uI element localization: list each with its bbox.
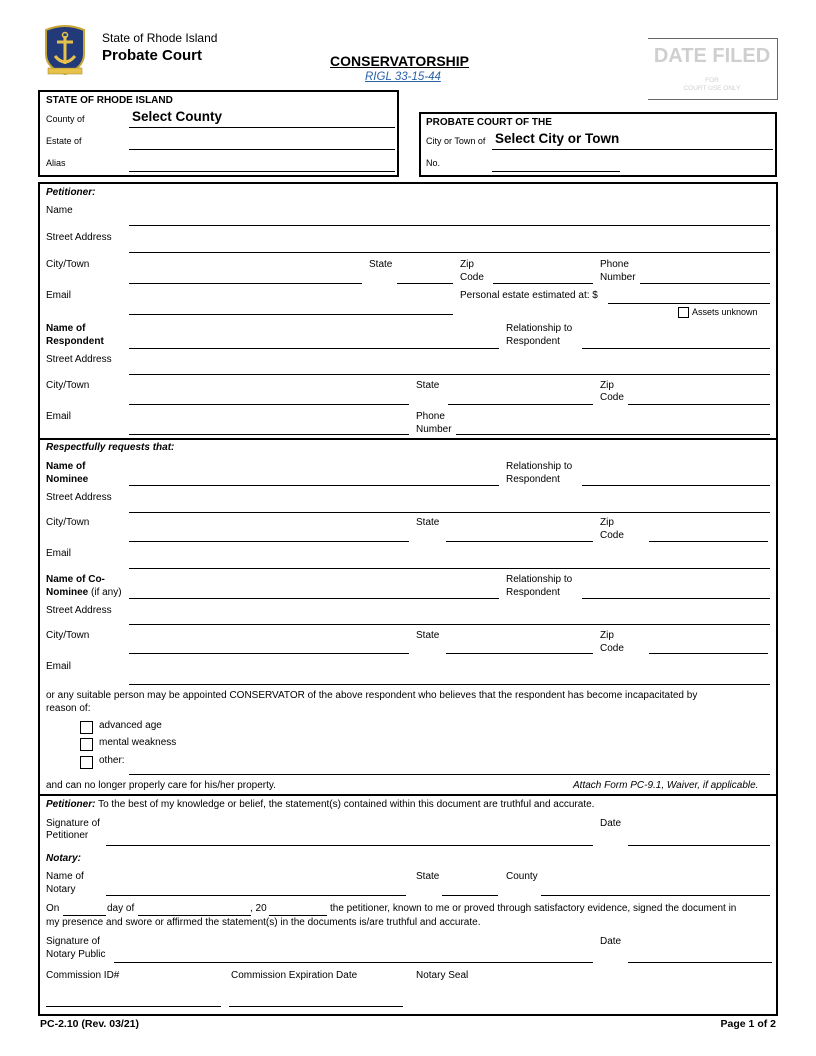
petitioner-street-input[interactable] [129,252,770,253]
respondent-city-input[interactable] [129,404,409,405]
petitioner-zip-label-2: Code [460,272,484,283]
conominee-zip-label-2: Code [600,643,624,654]
county-line [129,127,395,128]
petitioner-city-label: City/Town [46,259,90,270]
oath-year-input[interactable] [269,915,327,916]
city-label: City or Town of [426,136,486,146]
case-no-label: No. [426,158,441,168]
nominee-zip-label-1: Zip [600,517,614,528]
notary-date-input[interactable] [628,962,772,963]
respondent-name-label-2: Respondent [46,336,104,347]
nominee-name-label-2: Nominee [46,474,89,485]
respondent-phone-label-1: Phone [416,411,445,422]
respondent-state-label: State [416,380,440,391]
oath-text-1: the petitioner, known to me or proved through satisfactory evidence, signed the document in [330,903,737,914]
closing-statement: and can no longer properly care for his/her property. [46,780,276,791]
incapacity-statement-2: reason of: [46,703,91,714]
notary-signature-label-1: Signature of [46,936,100,947]
notary-name-label-1: Name of [46,871,84,882]
mental-weakness-label: mental weakness [99,737,177,748]
attestation-text: To the best of my knowledge or belief, the statement(s) contained within this document are truthful and accurate. [98,799,595,810]
petitioner-phone-label-1: Phone [600,259,629,270]
conominee-city-label: City/Town [46,630,90,641]
commission-id-input[interactable] [46,1006,221,1007]
respondent-city-label: City/Town [46,380,90,391]
county-label: County of [46,114,85,124]
conominee-rel-label-1: Relationship to [506,574,573,585]
oath-month-input[interactable] [138,915,251,916]
county-select[interactable]: Select County [132,109,223,124]
respondent-rel-input[interactable] [582,348,770,349]
conominee-state-label: State [416,630,440,641]
commission-exp-input[interactable] [229,1006,403,1007]
petitioner-state-label: State [369,259,393,270]
petitioner-zip-label-1: Zip [460,259,474,270]
attestation-petitioner-label: Petitioner: [46,799,96,810]
nominee-rel-label-1: Relationship to [506,461,573,472]
notary-county-label: County [506,871,538,882]
conominee-ifany: (if any) [91,587,122,598]
petitioner-name-input[interactable] [129,225,770,226]
nominee-city-input[interactable] [129,541,409,542]
court-use-label-1: FOR [705,77,719,84]
petitioner-zip-input[interactable] [493,283,593,284]
statute-link[interactable]: RIGL 33-15-44 [365,71,441,83]
oath-on-label: On [46,903,60,914]
caption-heading: STATE OF RHODE ISLAND [46,95,173,106]
notary-county-input[interactable] [541,895,770,896]
nominee-state-input[interactable] [446,541,593,542]
nominee-email-label: Email [46,548,72,559]
oath-year-prefix: , 20 [250,903,267,914]
notary-signature-label-2: Notary Public [46,949,106,960]
petitioner-signature-input[interactable] [106,845,593,846]
commission-exp-label: Commission Expiration Date [231,970,358,981]
form-id: PC-2.10 (Rev. 03/21) [40,1018,140,1030]
court-of-heading: PROBATE COURT OF THE [426,117,552,128]
respondent-rel-label-2: Respondent [506,336,560,347]
date-filed-box [648,38,778,100]
commission-id-label: Commission ID# [46,970,120,981]
petitioner-email-label: Email [46,290,72,301]
alias-label: Alias [46,158,66,168]
conominee-zip-input[interactable] [649,653,768,654]
petitioner-signature-label-2: Petitioner [46,830,89,841]
respondent-phone-label-2: Number [416,424,452,435]
conominee-zip-label-1: Zip [600,630,614,641]
assets-unknown-checkbox[interactable] [678,307,689,318]
petitioner-phone-input[interactable] [640,283,770,284]
state-seal-logo [36,24,94,78]
respondent-street-input[interactable] [129,374,770,375]
respondent-zip-input[interactable] [628,404,770,405]
notary-signature-input[interactable] [114,962,593,963]
page-number: Page 1 of 2 [720,1018,776,1030]
nominee-email-input[interactable] [129,568,770,569]
estate-input[interactable] [129,149,395,150]
respondent-zip-label-2: Code [600,392,624,403]
state-name: State of Rhode Island [102,31,218,45]
respondent-street-label: Street Address [46,354,112,365]
nominee-zip-input[interactable] [649,541,768,542]
nominee-street-input[interactable] [129,512,770,513]
advanced-age-checkbox[interactable] [80,721,93,734]
petitioner-heading: Petitioner: [46,187,96,198]
notary-state-label: State [416,871,440,882]
notary-heading: Notary: [46,853,82,864]
nominee-name-label-1: Name of [46,461,86,472]
nominee-city-label: City/Town [46,517,90,528]
respondent-rel-label-1: Relationship to [506,323,573,334]
requests-heading: Respectfully requests that: [46,442,175,453]
nominee-name-input[interactable] [129,485,499,486]
personal-estate-label: Personal estate estimated at: $ [460,290,598,301]
alias-input[interactable] [129,171,395,172]
petitioner-date-label: Date [600,818,622,829]
attach-waiver-note: Attach Form PC-9.1, Waiver, if applicable. [573,780,759,791]
case-no-input[interactable] [492,171,620,172]
nominee-rel-label-2: Respondent [506,474,560,485]
respondent-zip-label-1: Zip [600,380,614,391]
conominee-rel-input[interactable] [582,598,770,599]
respondent-phone-input[interactable] [456,434,770,435]
conominee-nominee-word: Nominee [46,587,89,598]
notary-name-input[interactable] [106,895,406,896]
section-divider-requests [40,438,776,440]
nominee-zip-label-2: Code [600,530,624,541]
notary-name-label-2: Notary [46,884,76,895]
petitioner-email-input[interactable] [129,314,453,315]
petitioner-state-input[interactable] [397,283,453,284]
respondent-email-input[interactable] [129,434,409,435]
petitioner-name-label: Name [46,205,73,216]
respondent-name-input[interactable] [129,348,499,349]
other-input[interactable] [129,774,770,775]
respondent-name-label-1: Name of [46,323,86,334]
assets-unknown-label: Assets unknown [692,307,758,317]
conominee-name-label-2 [46,587,122,600]
oath-day-of-label: day of [107,903,135,914]
form-title: CONSERVATORSHIP [330,53,469,69]
conominee-name-input[interactable] [129,598,499,599]
personal-estate-input[interactable] [608,303,770,304]
nominee-state-label: State [416,517,440,528]
date-filed-label: DATE FILED [653,45,771,67]
petitioner-date-input[interactable] [628,845,770,846]
conominee-email-label: Email [46,661,72,672]
section-divider-attestation [40,794,776,796]
notary-seal-label: Notary Seal [416,970,469,981]
oath-day-input[interactable] [63,915,106,916]
respondent-state-input[interactable] [448,404,593,405]
estate-label: Estate of [46,136,82,146]
main-form-box [38,182,778,1016]
conominee-rel-label-2: Respondent [506,587,560,598]
mental-weakness-checkbox[interactable] [80,738,93,751]
nominee-rel-input[interactable] [582,485,770,486]
conominee-name-label-1: Name of Co- [46,574,105,585]
oath-text-2: my presence and swore or affirmed the statement(s) in the documents is/are truthful and accurate. [46,917,481,928]
city-line [492,149,773,150]
advanced-age-label: advanced age [99,720,162,731]
other-checkbox[interactable] [80,756,93,769]
notary-date-label: Date [600,936,622,947]
conominee-email-input[interactable] [129,684,770,685]
petitioner-phone-label-2: Number [600,272,636,283]
incapacity-statement-1: or any suitable person may be appointed CONSERVATOR of the above respondent who believes that the respondent has become incapacitated by [46,690,698,701]
notary-state-input[interactable] [442,895,498,896]
nominee-street-label: Street Address [46,492,112,503]
petitioner-attestation [46,799,594,812]
respondent-email-label: Email [46,411,72,422]
petitioner-street-label: Street Address [46,232,112,243]
petitioner-signature-label-1: Signature of [46,818,100,829]
court-name: Probate Court [102,47,203,64]
petitioner-city-input[interactable] [129,283,362,284]
conominee-street-input[interactable] [129,624,770,625]
conominee-street-label: Street Address [46,605,112,616]
other-label: other: [99,755,125,766]
conominee-city-input[interactable] [129,653,409,654]
conominee-state-input[interactable] [446,653,593,654]
court-use-label-2: COURT USE ONLY [683,85,741,92]
city-select[interactable]: Select City or Town [495,131,620,146]
